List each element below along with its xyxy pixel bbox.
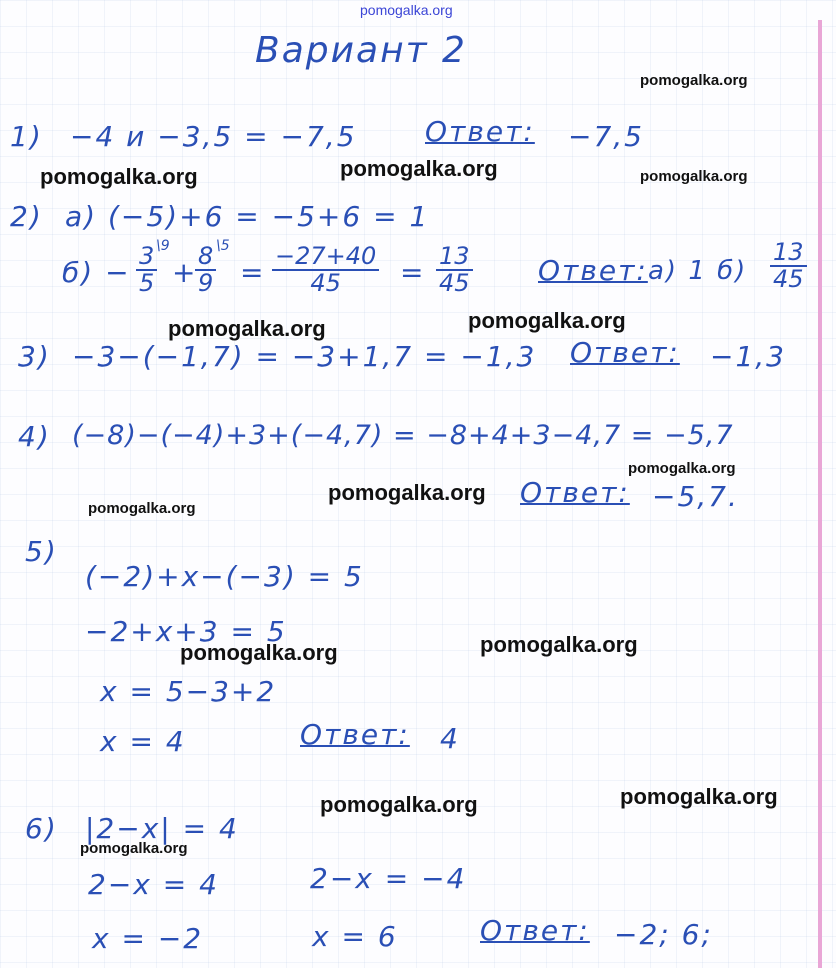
task6-root1: x = −2 <box>92 922 204 955</box>
watermark: pomogalka.org <box>620 784 778 809</box>
site-watermark-top: pomogalka.org <box>360 2 453 18</box>
fraction-numerator: 8 <box>195 244 216 271</box>
task6-line1: |2−x| = 4 <box>85 812 239 845</box>
task6-answer-label: Ответ: <box>480 914 590 947</box>
task4-answer: −5,7. <box>652 480 739 513</box>
task6-root2: x = 6 <box>312 920 398 953</box>
extra-factor-9: \9 <box>156 238 170 254</box>
watermark: pomogalka.org <box>40 164 198 189</box>
task4-number: 4) <box>18 420 51 453</box>
task5-answer-label: Ответ: <box>300 718 410 751</box>
task6-answer: −2; 6; <box>614 918 713 951</box>
task6-case1: 2−x = 4 <box>88 868 219 901</box>
task5-line4: x = 4 <box>100 725 186 758</box>
task5-answer: 4 <box>440 722 460 755</box>
fraction-denominator: 45 <box>310 269 341 298</box>
fraction-denominator: 45 <box>439 269 470 298</box>
task2-answer-label: Ответ: <box>538 254 648 287</box>
watermark: pomogalka.org <box>468 308 626 333</box>
margin-line <box>818 20 822 968</box>
watermark: pomogalka.org <box>640 72 748 89</box>
fraction-answer-13-45 <box>770 240 807 292</box>
task1-answer: −7,5 <box>568 120 644 153</box>
task2-line-a: а) (−5)+6 = −5+6 = 1 <box>65 200 430 233</box>
equals-sign: = <box>400 256 426 289</box>
watermark: pomogalka.org <box>80 840 188 857</box>
plus-sign: + <box>172 256 198 289</box>
fraction-3-5 <box>136 244 157 296</box>
watermark: pomogalka.org <box>628 460 736 477</box>
fraction-numerator: 3 <box>136 244 157 271</box>
task2-number: 2) <box>10 200 43 233</box>
fraction-numerator: −27+40 <box>272 244 379 271</box>
variant-title: Вариант 2 <box>255 30 467 71</box>
watermark: pomogalka.org <box>640 168 748 185</box>
watermark: pomogalka.org <box>320 792 478 817</box>
task1-expression: −4 и −3,5 = −7,5 <box>70 120 357 153</box>
equals-sign: = <box>240 256 266 289</box>
fraction-denominator: 5 <box>139 269 155 298</box>
task6-number: 6) <box>25 812 58 845</box>
task3-expression: −3−(−1,7) = −3+1,7 = −1,3 <box>72 340 537 373</box>
task3-answer-label: Ответ: <box>570 336 680 369</box>
fraction-8-9 <box>195 244 216 296</box>
extra-factor-5: \5 <box>216 238 230 254</box>
fraction-denominator: 45 <box>773 265 804 294</box>
task5-line3: x = 5−3+2 <box>100 675 277 708</box>
fraction-numerator: 13 <box>436 244 473 271</box>
watermark: pomogalka.org <box>180 640 338 665</box>
task5-line1: (−2)+x−(−3) = 5 <box>85 560 364 593</box>
fraction-numerator: 13 <box>770 240 807 267</box>
task6-case2: 2−x = −4 <box>310 862 467 895</box>
task5-line2: −2+x+3 = 5 <box>85 615 287 648</box>
fraction-13-45 <box>436 244 473 296</box>
watermark: pomogalka.org <box>480 632 638 657</box>
task3-answer: −1,3 <box>710 340 786 373</box>
watermark: pomogalka.org <box>340 156 498 181</box>
watermark: pomogalka.org <box>328 480 486 505</box>
fraction-denominator: 9 <box>198 269 214 298</box>
task2-label-b: б) − <box>62 256 131 289</box>
watermark: pomogalka.org <box>88 500 196 517</box>
fraction-sum <box>272 244 379 296</box>
task2-answer: а) 1 б) <box>648 256 748 286</box>
task1-answer-label: Ответ: <box>425 115 535 148</box>
task3-number: 3) <box>18 340 51 373</box>
watermark: pomogalka.org <box>168 316 326 341</box>
task1-number: 1) <box>10 120 43 153</box>
task4-expression: (−8)−(−4)+3+(−4,7) = −8+4+3−4,7 = −5,7 <box>72 420 734 451</box>
task5-number: 5) <box>25 535 58 568</box>
task4-answer-label: Ответ: <box>520 476 630 509</box>
